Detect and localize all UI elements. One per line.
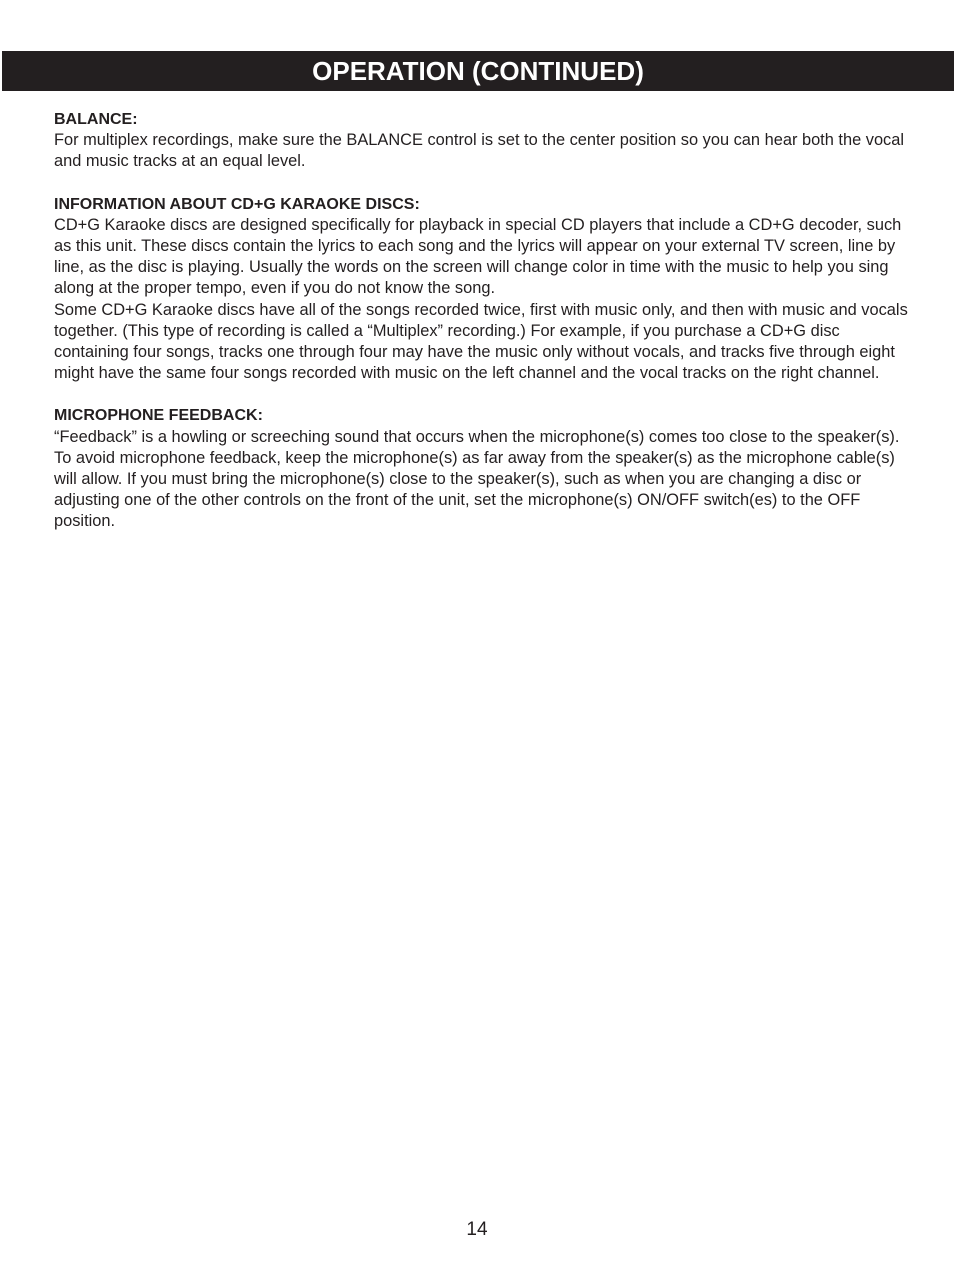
section-paragraph: CD+G Karaoke discs are designed specifically for playback in special CD players that include a CD+G decoder, such as this unit. These discs contain the lyrics to each song and the lyrics will appear on your external TV screen, line by line, as the disc is playing. Usually the words on the screen will change color in time with the music to help you sing along at the proper tempo, even if you do not know the song. [54, 215, 902, 298]
section-microphone-feedback [54, 405, 914, 532]
page-title: OPERATION (CONTINUED) [312, 55, 644, 86]
section-heading: INFORMATION ABOUT CD+G KARAOKE DISCS: [54, 195, 420, 213]
section-heading: BALANCE: [54, 111, 138, 128]
section-cdg-karaoke-discs [54, 194, 914, 385]
section-paragraph: “Feedback” is a howling or screeching sound that occurs when the microphone(s) comes too close to the speaker(s). To avoid microphone feedback, keep the microphone(s) as far away from the speaker(s) as the microphone cable(s) will allow. If you must bring the microphone(s) close to the speaker(s), such as when you are changing a disc or adjusting one of the other controls on the front of the unit, set the microphone(s) ON/OFF switch(es) to the OFF position. [54, 427, 900, 531]
title-bar [2, 51, 954, 91]
page-number: 14 [466, 1219, 488, 1240]
document-body [54, 109, 914, 554]
section-paragraph: Some CD+G Karaoke discs have all of the songs recorded twice, first with music only, and then with music and vocals together. (This type of recording is called a “Multiplex” recording.) For example, if you purchase a CD+G disc containing four songs, tracks one through four may have the music only without vocals, and tracks five through eight might have the same four songs recorded with music on the left channel and the vocal tracks on the right channel. [54, 300, 908, 383]
section-heading: MICROPHONE FEEDBACK: [54, 407, 263, 425]
section-paragraph: For multiplex recordings, make sure the BALANCE control is set to the center position so you can hear both the vocal and music tracks at an equal level. [54, 131, 905, 171]
section-balance [54, 109, 914, 173]
